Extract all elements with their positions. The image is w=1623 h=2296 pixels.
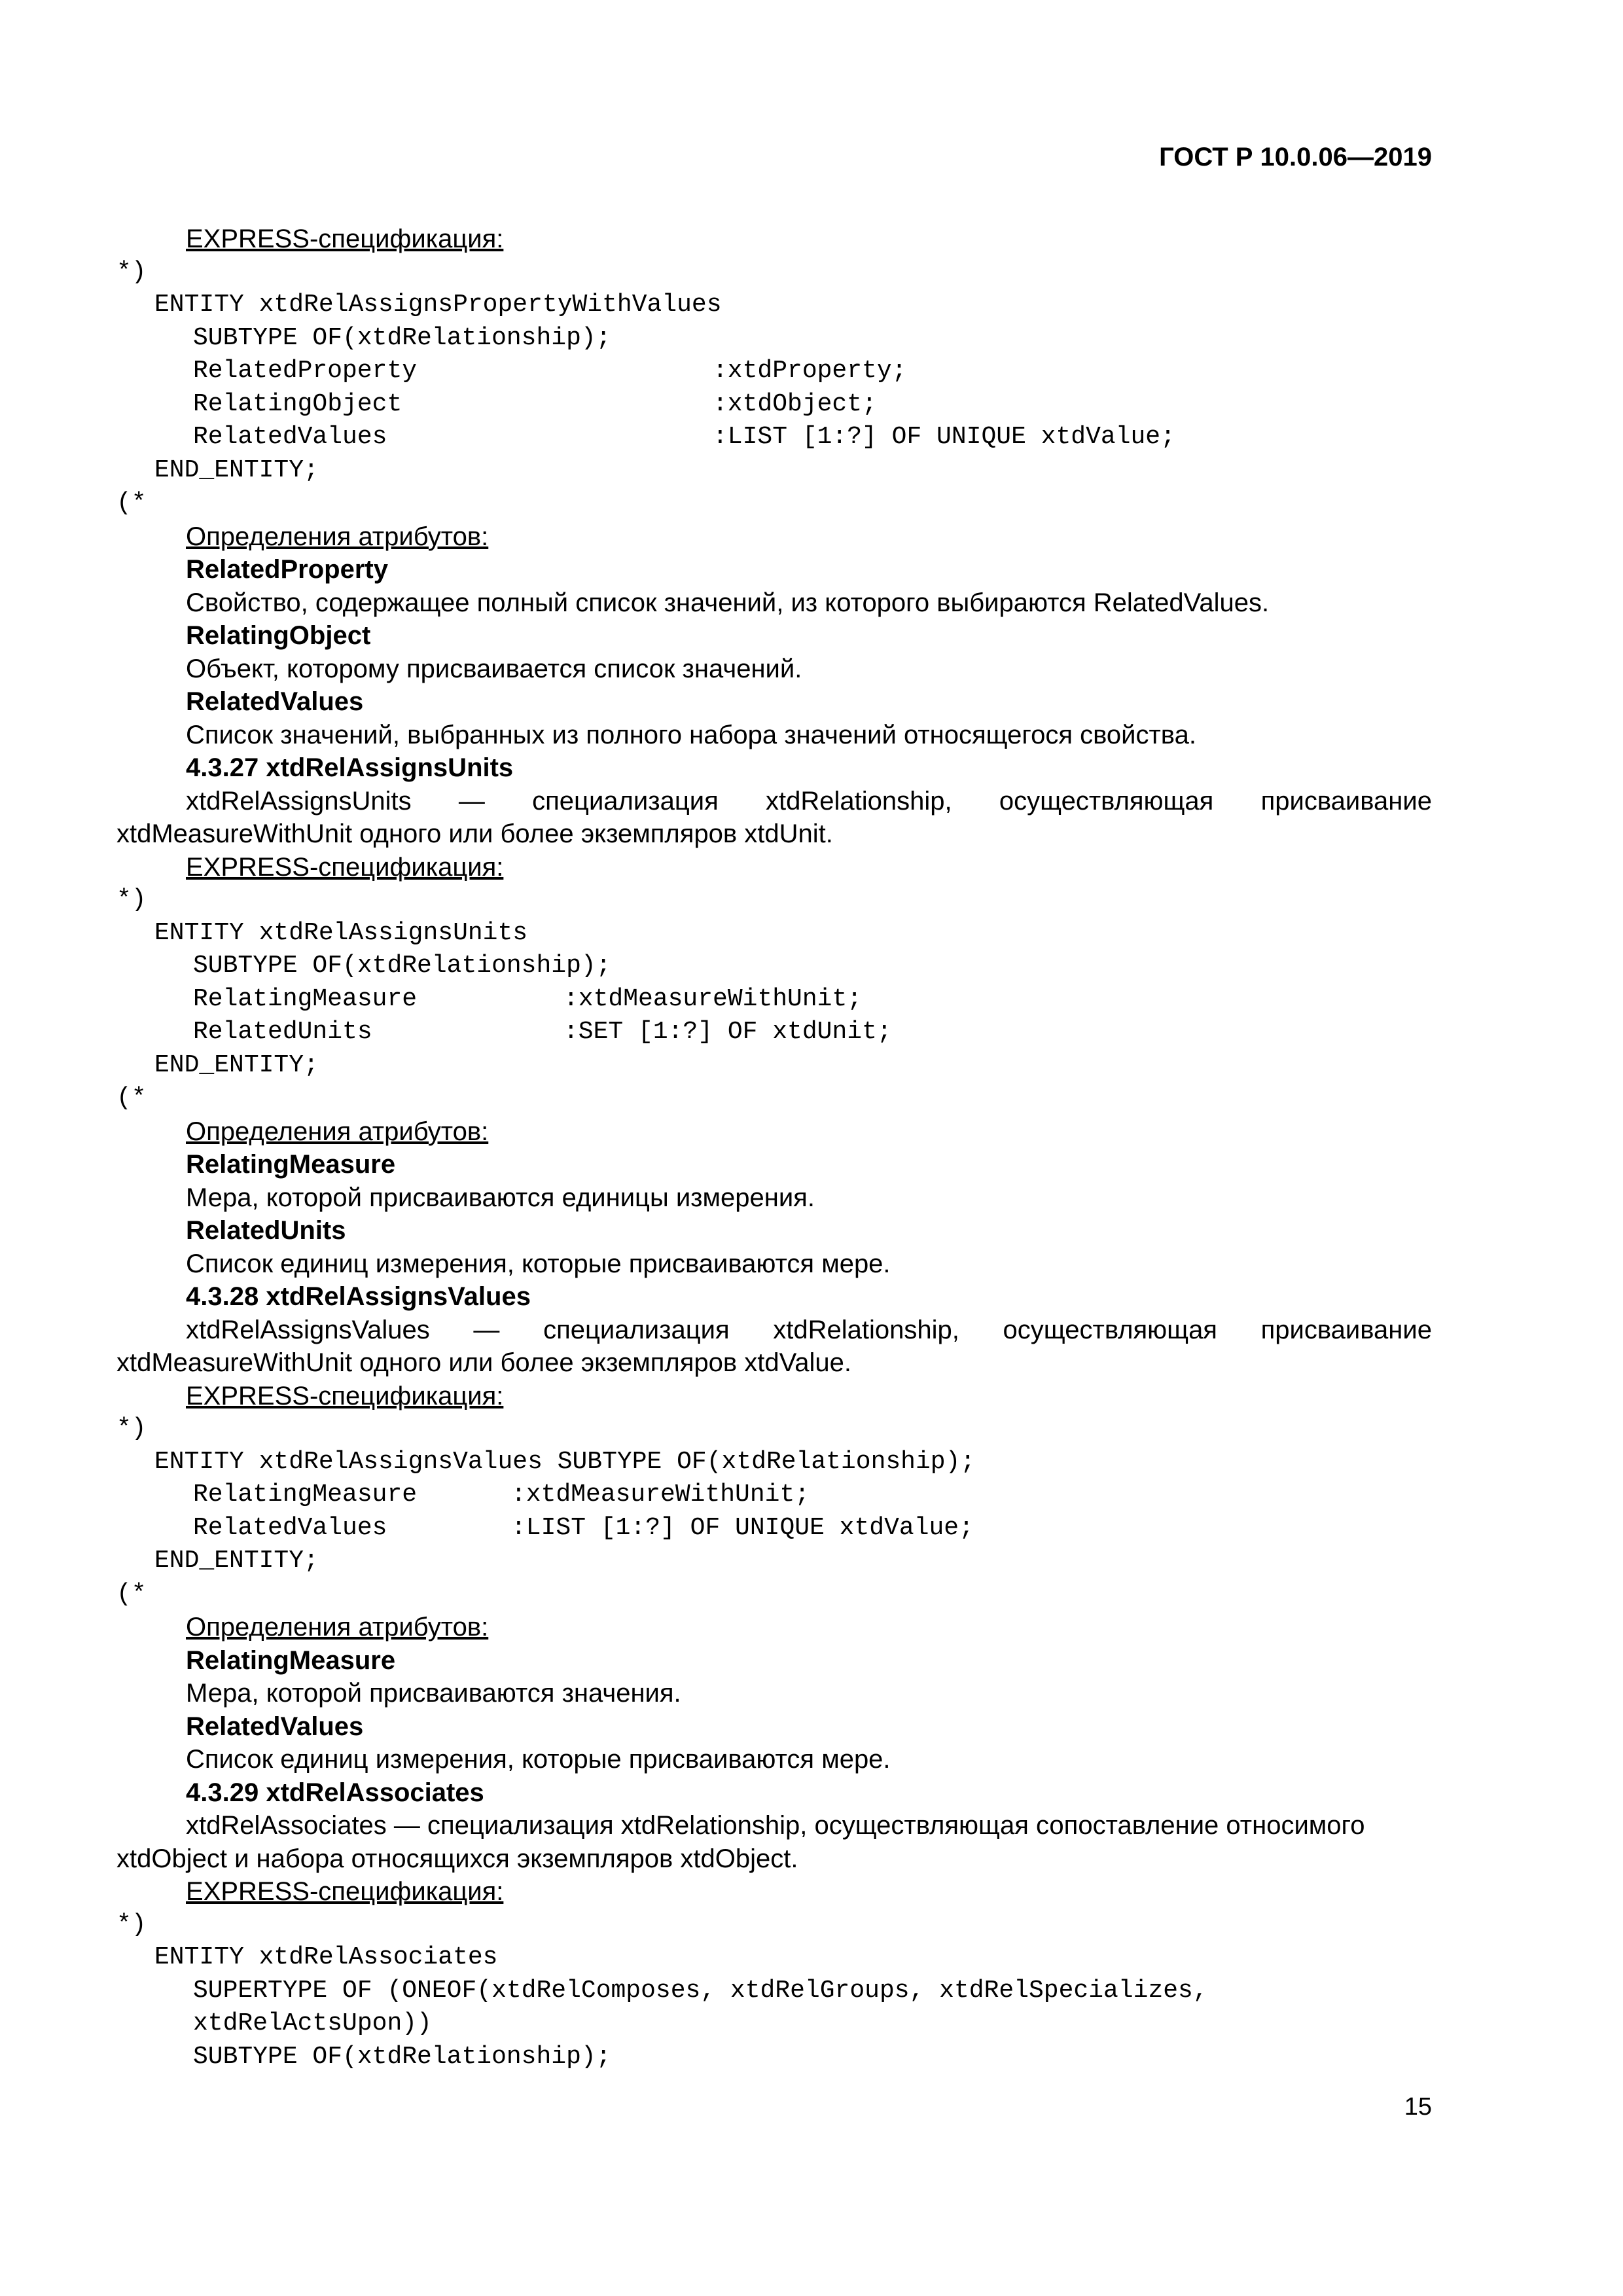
subtype-line: SUBTYPE OF(xtdRelationship);: [193, 952, 611, 980]
express-spec-label: EXPRESS-спецификация:: [186, 224, 504, 253]
def-text: Список единиц измерения, которые присваиваются мере.: [186, 1745, 891, 1774]
attribute-line: [116, 1016, 1432, 1049]
attribute-name: RelatingMeasure: [193, 984, 418, 1013]
subtype-line: SUBTYPE OF(xtdRelationship);: [193, 2042, 611, 2071]
intro-word: присваивание: [1260, 1315, 1432, 1344]
entity-line: ENTITY xtdRelAssignsUnits: [154, 918, 528, 947]
comment-close: *): [116, 1414, 147, 1443]
entity-line: ENTITY xtdRelAssignsValues SUBTYPE OF(xtdRelationship);: [154, 1447, 976, 1476]
intro-word: xtdRelationship,: [766, 786, 952, 816]
def-name: RelatedUnits: [186, 1216, 346, 1245]
section-intro-line: xtdObject и набора относящихся экземпляров xtdObject.: [116, 1844, 798, 1873]
comment-close: *): [116, 257, 147, 286]
express-spec-label: EXPRESS-спецификация:: [186, 1877, 504, 1906]
def-text: Свойство, содержащее полный список значений, из которого выбираются RelatedValues.: [186, 588, 1270, 617]
comment-open: (*: [116, 1579, 147, 1608]
end-entity: END_ENTITY;: [154, 456, 319, 484]
section-intro-line: xtdMeasureWithUnit одного или более экземпляров xtdUnit.: [116, 819, 833, 848]
section-intro-line: [116, 785, 1432, 818]
attribute-line: [116, 983, 1432, 1016]
subtype-line: SUBTYPE OF(xtdRelationship);: [193, 323, 611, 352]
attribute-type: :xtdProperty;: [713, 357, 907, 385]
def-name: RelatedValues: [186, 1712, 364, 1741]
attr-defs-label: Определения атрибутов:: [186, 1613, 489, 1641]
attribute-name: RelatedUnits: [193, 1018, 372, 1046]
def-name: RelatingMeasure: [186, 1150, 396, 1179]
intro-word: осуществляющая: [999, 786, 1214, 816]
attribute-type: :xtdMeasureWithUnit;: [511, 1480, 810, 1509]
comment-open: (*: [116, 1084, 147, 1112]
entity-line: ENTITY xtdRelAssignsPropertyWithValues: [154, 291, 722, 319]
attribute-line: [116, 421, 1432, 454]
intro-word: xtdRelAssignsValues: [186, 1315, 430, 1344]
attr-defs-label: Определения атрибутов:: [186, 1117, 489, 1146]
comment-close: *): [116, 1910, 147, 1939]
intro-word: xtdRelationship,: [773, 1315, 959, 1344]
express-spec-label: EXPRESS-спецификация:: [186, 852, 504, 882]
entity-line: ENTITY xtdRelAssociates: [154, 1943, 498, 1971]
section-intro-line: [116, 1314, 1432, 1347]
intro-word: осуществляющая: [1003, 1315, 1217, 1344]
intro-word: —: [473, 1315, 500, 1344]
comment-open: (*: [116, 489, 147, 517]
def-text: Объект, которому присваивается список значений.: [186, 654, 802, 683]
page-number: 15: [1404, 2093, 1432, 2121]
def-name: RelatingMeasure: [186, 1645, 396, 1675]
section-intro-line: xtdMeasureWithUnit одного или более экземпляров xtdValue.: [116, 1348, 852, 1377]
attribute-type: :LIST [1:?] OF UNIQUE xtdValue;: [511, 1513, 974, 1542]
end-entity: END_ENTITY;: [154, 1050, 319, 1079]
attribute-type: :LIST [1:?] OF UNIQUE xtdValue;: [713, 423, 1175, 451]
document-number: ГОСТ Р 10.0.06—2019: [1159, 143, 1432, 171]
def-text: Список значений, выбранных из полного набора значений относящегося свойства.: [186, 720, 1196, 749]
intro-word: специализация: [532, 786, 719, 816]
attribute-type: :xtdMeasureWithUnit;: [563, 984, 863, 1013]
attribute-line: [116, 388, 1432, 422]
section-heading: 4.3.28 xtdRelAssignsValues: [186, 1282, 531, 1311]
section-heading: 4.3.27 xtdRelAssignsUnits: [186, 753, 514, 782]
def-text: Мера, которой присваиваются значения.: [186, 1679, 681, 1708]
def-name: RelatingObject: [186, 621, 371, 650]
intro-word: —: [458, 786, 485, 816]
intro-word: специализация: [543, 1315, 730, 1344]
attribute-name: RelatingObject: [193, 389, 402, 418]
def-name: RelatedValues: [186, 687, 364, 716]
section-intro-line: xtdRelAssociates — специализация xtdRelationship, осуществляющая сопоставление относимого: [186, 1811, 1365, 1840]
attribute-type: :xtdObject;: [713, 389, 877, 418]
def-text: Мера, которой присваиваются единицы измерения.: [186, 1183, 815, 1212]
comment-close: *): [116, 886, 147, 914]
page-body: [116, 223, 1432, 2073]
def-text: Список единиц измерения, которые присваиваются мере.: [186, 1249, 891, 1278]
attribute-name: RelatingMeasure: [193, 1480, 418, 1509]
intro-word: присваивание: [1260, 786, 1432, 816]
attribute-type: :SET [1:?] OF xtdUnit;: [563, 1018, 892, 1046]
section-heading: 4.3.29 xtdRelAssociates: [186, 1778, 484, 1807]
attribute-line: [116, 1479, 1432, 1512]
attr-defs-label: Определения атрибутов:: [186, 522, 489, 551]
supertype-line: SUPERTYPE OF (ONEOF(xtdRelComposes, xtdRelGroups, xtdRelSpecializes,: [193, 1976, 1208, 2005]
supertype-line: xtdRelActsUpon)): [193, 2009, 432, 2037]
def-name: RelatedProperty: [186, 555, 388, 584]
attribute-line: [116, 355, 1432, 388]
attribute-name: RelatedValues: [193, 1513, 387, 1542]
end-entity: END_ENTITY;: [154, 1547, 319, 1575]
attribute-name: RelatedProperty: [193, 357, 418, 385]
intro-word: xtdRelAssignsUnits: [186, 786, 412, 816]
attribute-line: [116, 1512, 1432, 1545]
express-spec-label: EXPRESS-спецификация:: [186, 1381, 504, 1410]
attribute-name: RelatedValues: [193, 423, 387, 451]
